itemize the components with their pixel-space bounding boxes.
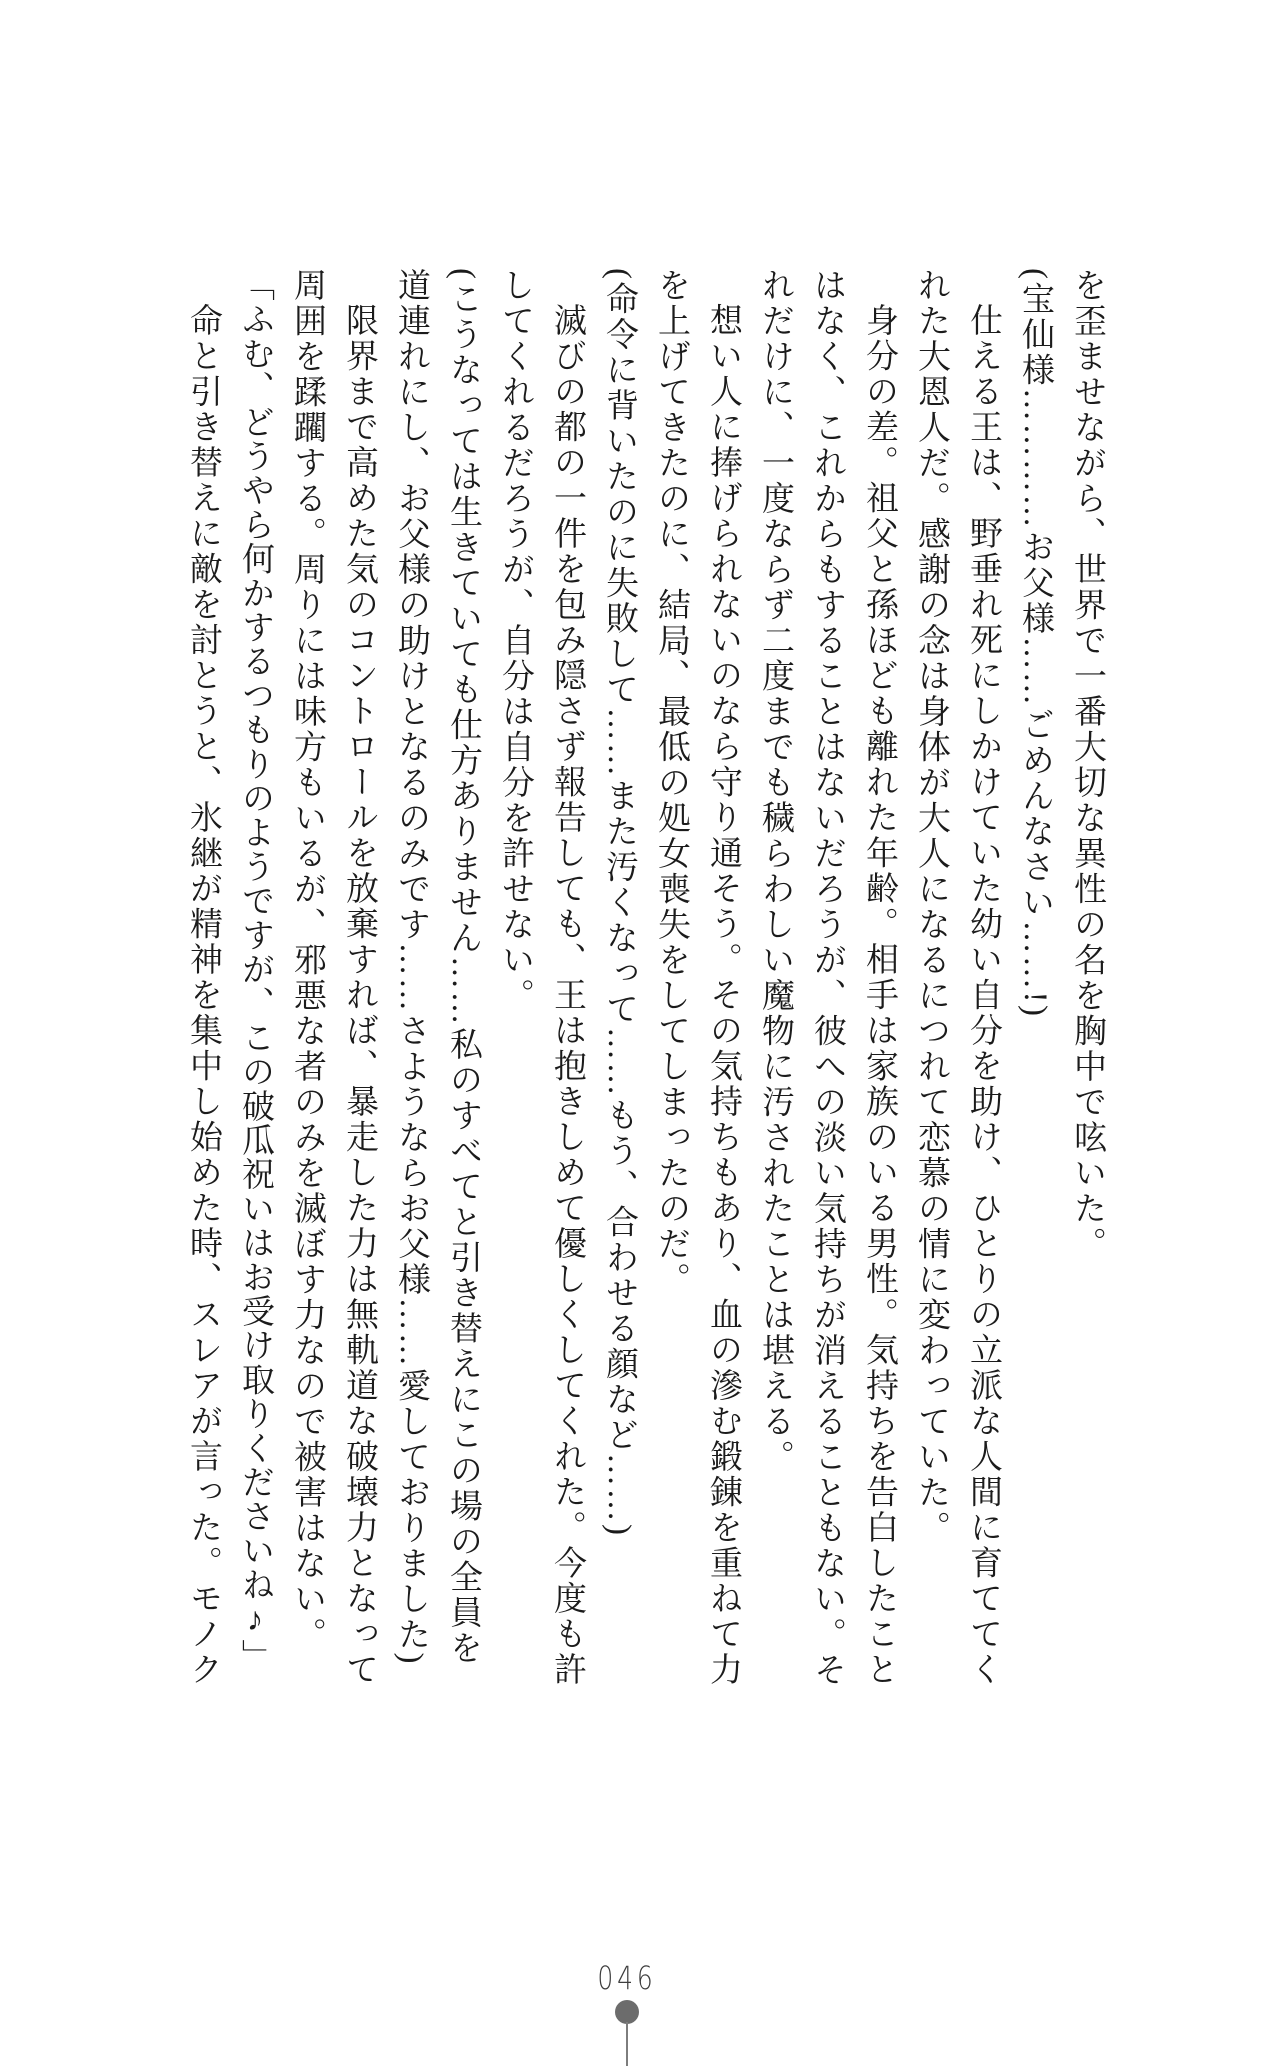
page-number: 046	[597, 1959, 657, 1997]
text-line-14: 道連れにし、お父様の助けとなるのみです……さようならお父様……愛しておりました)	[393, 268, 429, 1666]
page-marker-line	[626, 2022, 628, 2066]
text-line-7: れだけに、一度ならず二度までも穢らわしい魔物に汚されたことは堪える。	[757, 268, 793, 1475]
text-line-17: 「ふむ、どうやら何かするつもりのようですが、この破瓜祝いはお受け取りくださいね♪」	[237, 268, 273, 1674]
page-text	[177, 268, 1113, 1700]
text-line-5: 身分の差。祖父と孫ほども離れた年齢。相手は家族のいる男性。気持ちを告白したこと	[861, 303, 897, 1688]
text-line-15: 限界まで高めた気のコントロールを放棄すれば、暴走した力は無軌道な破壊力となって	[341, 303, 377, 1688]
text-line-2: (宝仙様…………お父様……ごめんなさい……!)	[1017, 268, 1053, 1019]
page-marker-dot	[615, 2000, 639, 2024]
text-line-4: れた大恩人だ。感謝の念は身体が大人になるにつれて恋慕の情に変わっていた。	[913, 268, 949, 1546]
text-line-6: はなく、これからもすることはないだろうが、彼への淡い気持ちが消えることもない。そ	[809, 268, 845, 1688]
text-line-10: (命令に背いたのに失敗して……また汚くなって……もう、合わせる顔など……)	[601, 268, 637, 1538]
text-line-8: 想い人に捧げられないのなら守り通そう。その気持ちもあり、血の滲む鍛錬を重ねて力	[705, 303, 741, 1688]
text-line-1: を歪ませながら、世界で一番大切な異性の名を胸中で呟いた。	[1069, 268, 1105, 1262]
text-line-11: 滅びの都の一件を包み隠さず報告しても、王は抱きしめて優しくしてくれた。今度も許	[549, 303, 585, 1688]
text-line-18: 命と引き替えに敵を討とうと、氷継が精神を集中し始めた時、スレアが言った。モノク	[185, 303, 221, 1688]
text-line-16: 周囲を蹂躙する。周りには味方もいるが、邪悪な者のみを滅ぼす力なので被害はない。	[289, 268, 325, 1653]
text-line-12: してくれるだろうが、自分は自分を許せない。	[497, 268, 533, 1014]
text-line-9: を上げてきたのに、結局、最低の処女喪失をしてしまったのだ。	[653, 268, 689, 1298]
text-line-3: 仕える王は、野垂れ死にしかけていた幼い自分を助け、ひとりの立派な人間に育ててく	[965, 303, 1001, 1688]
text-line-13: (こうなっては生きていても仕方ありません……私のすべてと引き替えにこの場の全員を	[445, 268, 481, 1666]
